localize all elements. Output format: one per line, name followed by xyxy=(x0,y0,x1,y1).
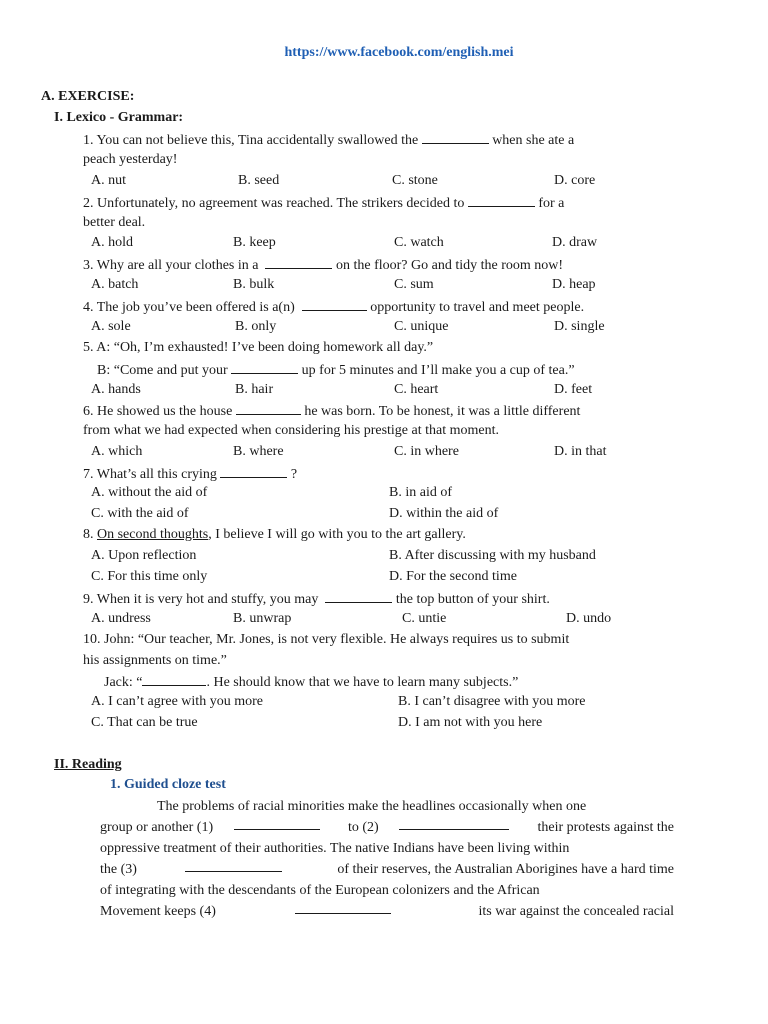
question-5-cont: B: “Come and put your up for 5 minutes and I’ll make you a cup of tea.” xyxy=(97,363,575,378)
option-a[interactable]: A. nut xyxy=(91,173,126,188)
question-2: 2. Unfortunately, no agreement was reached. The strikers decided to for a xyxy=(83,196,565,211)
option-d[interactable]: D. single xyxy=(554,319,605,334)
option-c[interactable]: C. with the aid of xyxy=(91,506,189,521)
option-c[interactable]: C. heart xyxy=(394,382,439,397)
passage-line: The problems of racial minorities make the headlines occasionally when one xyxy=(157,799,587,814)
answer-blank[interactable] xyxy=(302,298,367,311)
option-d[interactable]: D. feet xyxy=(554,382,593,397)
option-b[interactable]: B. After discussing with my husband xyxy=(389,548,596,563)
question-1: 1. You can not believe this, Tina accidentally swallowed the when she ate a xyxy=(83,133,575,148)
option-d[interactable]: D. within the aid of xyxy=(389,506,499,521)
option-a[interactable]: A. sole xyxy=(91,319,131,334)
question-9: 9. When it is very hot and stuffy, you may the top button of your shirt. xyxy=(83,592,550,607)
section-2-1-heading: 1. Guided cloze test xyxy=(110,777,226,792)
question-7: 7. What’s all this crying ? xyxy=(83,467,298,482)
option-d[interactable]: D. core xyxy=(554,173,596,188)
question-5: 5. A: “Oh, I’m exhausted! I’ve been doing homework all day.” xyxy=(83,340,434,355)
answer-blank[interactable] xyxy=(220,465,287,478)
option-a[interactable]: A. undress xyxy=(91,611,151,626)
option-b[interactable]: B. seed xyxy=(238,173,280,188)
section-1-heading: I. Lexico - Grammar: xyxy=(54,110,184,125)
option-d[interactable]: D. draw xyxy=(552,235,598,250)
option-a[interactable]: A. hold xyxy=(91,235,133,250)
answer-blank[interactable] xyxy=(468,194,535,207)
question-4: 4. The job you’ve been offered is a(n) opportunity to travel and meet people. xyxy=(83,300,585,315)
question-8: 8. On second thoughts, I believe I will go with you to the art gallery. xyxy=(83,527,466,542)
option-a[interactable]: A. I can’t agree with you more xyxy=(91,694,263,709)
option-b[interactable]: B. only xyxy=(235,319,277,334)
cloze-passage xyxy=(100,796,674,922)
section-a-heading: A. EXERCISE: xyxy=(41,89,135,104)
question-10-cont: his assignments on time.” xyxy=(83,653,227,668)
option-b[interactable]: B. keep xyxy=(233,235,276,250)
option-c[interactable]: C. For this time only xyxy=(91,569,208,584)
option-a[interactable]: A. which xyxy=(91,444,143,459)
answer-blank[interactable] xyxy=(399,817,509,830)
passage-line: of integrating with the descendants of the European colonizers and the African xyxy=(100,883,540,898)
passage-line: group or another (1) to (2) their protests against the xyxy=(100,817,674,838)
passage-line: the (3) of their reserves, the Australian Aborigines have a hard time xyxy=(100,859,674,880)
question-2-cont: better deal. xyxy=(83,215,146,230)
section-2-heading: II. Reading xyxy=(54,757,122,772)
option-a[interactable]: A. hands xyxy=(91,382,141,397)
passage-line: oppressive treatment of their authorities. The native Indians have been living within xyxy=(100,841,570,856)
answer-blank[interactable] xyxy=(234,817,320,830)
option-b[interactable]: B. I can’t disagree with you more xyxy=(398,694,586,709)
answer-blank[interactable] xyxy=(236,402,301,415)
question-6-cont: from what we had expected when considering his prestige at that moment. xyxy=(83,423,499,438)
question-10-reply: Jack: “ . He should know that we have to learn many subjects.” xyxy=(104,675,519,690)
answer-blank[interactable] xyxy=(265,256,332,269)
option-d[interactable]: D. heap xyxy=(552,277,596,292)
answer-blank[interactable] xyxy=(422,131,489,144)
header-url-link[interactable]: https://www.facebook.com/english.mei xyxy=(284,45,514,60)
underlined-phrase: On second thoughts xyxy=(97,527,209,542)
option-c[interactable]: C. watch xyxy=(394,235,444,250)
option-d[interactable]: D. For the second time xyxy=(389,569,517,584)
option-c[interactable]: C. sum xyxy=(394,277,434,292)
option-c[interactable]: C. That can be true xyxy=(91,715,198,730)
option-b[interactable]: B. bulk xyxy=(233,277,275,292)
option-d[interactable]: D. in that xyxy=(554,444,607,459)
option-b[interactable]: B. hair xyxy=(235,382,274,397)
passage-line: Movement keeps (4) its war against the concealed racial xyxy=(100,901,674,922)
option-a[interactable]: A. without the aid of xyxy=(91,485,208,500)
option-c[interactable]: C. untie xyxy=(402,611,447,626)
question-1-cont: peach yesterday! xyxy=(83,152,178,167)
option-a[interactable]: A. Upon reflection xyxy=(91,548,197,563)
question-3: 3. Why are all your clothes in a on the floor? Go and tidy the room now! xyxy=(83,258,564,273)
option-d[interactable]: D. undo xyxy=(566,611,612,626)
option-d[interactable]: D. I am not with you here xyxy=(398,715,543,730)
answer-blank[interactable] xyxy=(142,673,206,686)
question-6: 6. He showed us the house he was born. To be honest, it was a little different xyxy=(83,404,581,419)
answer-blank[interactable] xyxy=(295,901,391,914)
answer-blank[interactable] xyxy=(231,361,298,374)
answer-blank[interactable] xyxy=(185,859,282,872)
option-c[interactable]: C. stone xyxy=(392,173,438,188)
question-10: 10. John: “Our teacher, Mr. Jones, is not very flexible. He always requires us to submit xyxy=(83,632,570,647)
option-b[interactable]: B. unwrap xyxy=(233,611,292,626)
answer-blank[interactable] xyxy=(325,590,392,603)
option-b[interactable]: B. where xyxy=(233,444,284,459)
option-c[interactable]: C. in where xyxy=(394,444,459,459)
option-c[interactable]: C. unique xyxy=(394,319,449,334)
option-a[interactable]: A. batch xyxy=(91,277,139,292)
option-b[interactable]: B. in aid of xyxy=(389,485,452,500)
